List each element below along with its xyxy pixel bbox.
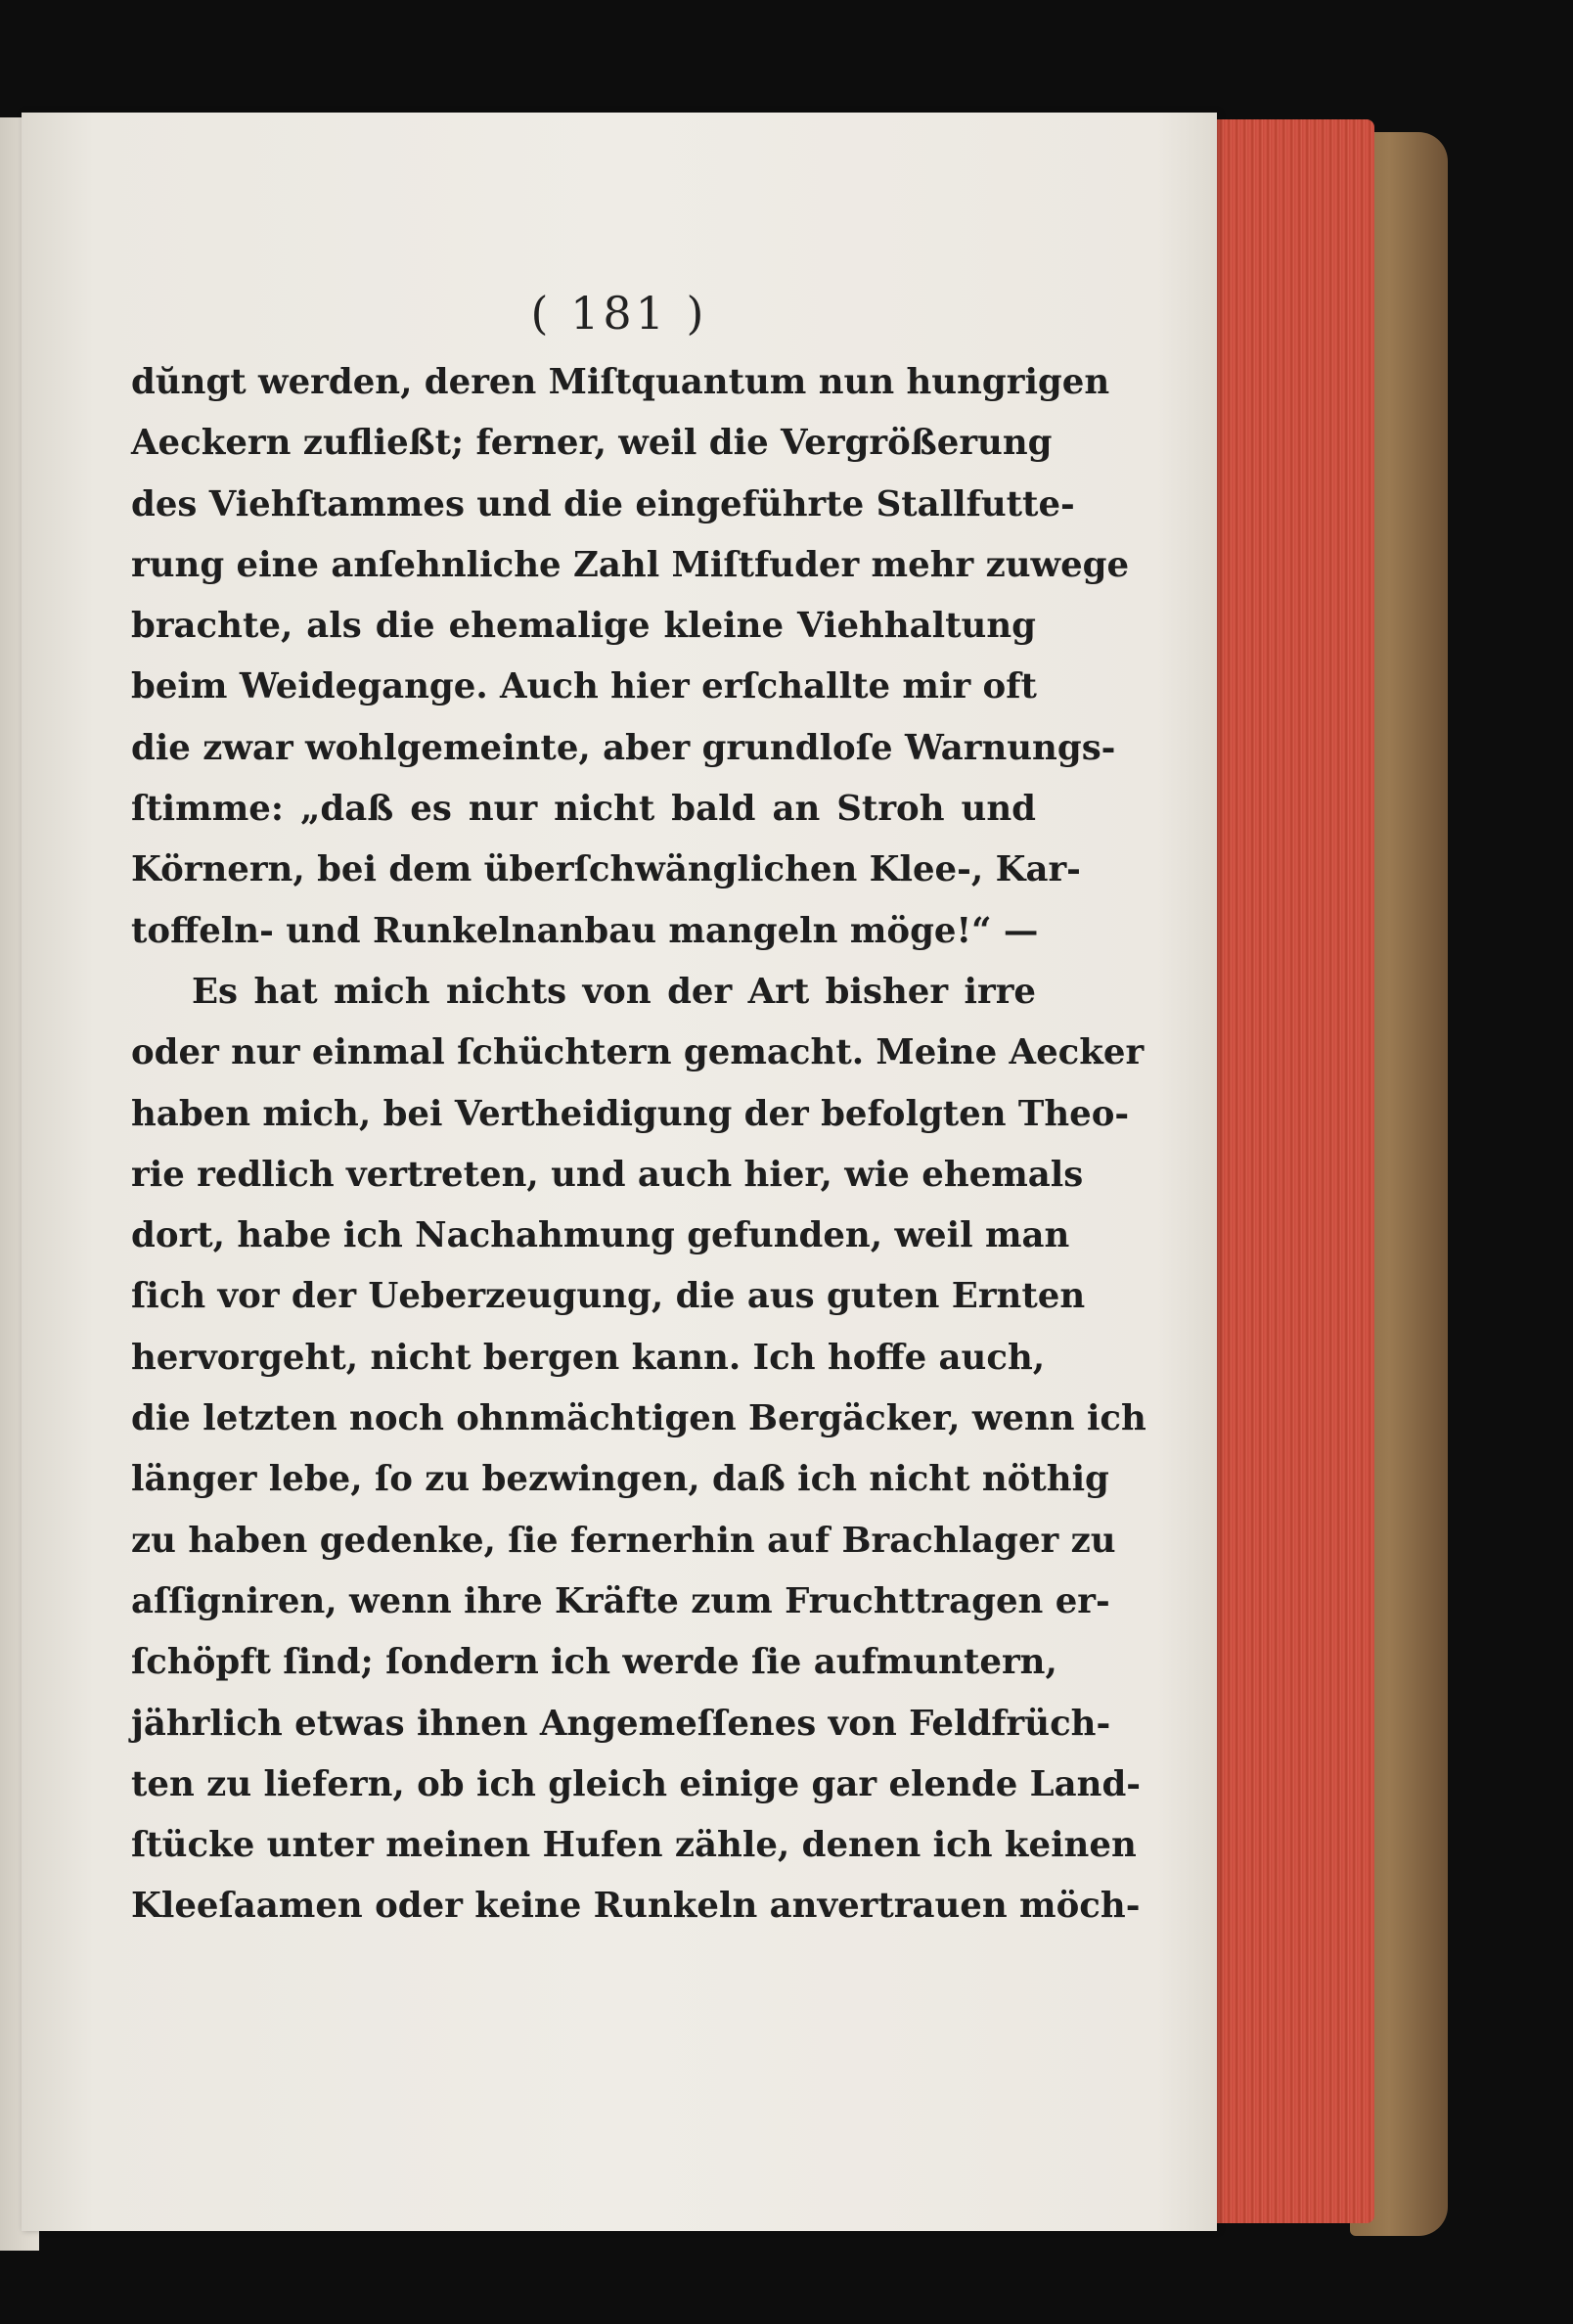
text-line: die zwar wohlgemeinte, aber grundloſe Warnungs- xyxy=(131,727,1116,768)
text-line: dort, habe ich Nachahmung gefunden, weil man xyxy=(131,1215,1070,1256)
page-number: ( 181 ) xyxy=(530,287,708,340)
text-line: Aeckern zufließt; ferner, weil die Vergrößerung xyxy=(131,423,1053,464)
text-line: dŭngt werden, deren Miſtquantum nun hungrigen xyxy=(131,362,1110,402)
text-line: ſtimme: „daß es nur nicht bald an Stroh und xyxy=(131,789,1036,830)
text-line: oder nur einmal ſchüchtern gemacht. Meine Aecker xyxy=(131,1032,1145,1073)
text-line: länger lebe, ſo zu bezwingen, daß ich nicht nöthig xyxy=(131,1459,1109,1500)
page-block-red-edge xyxy=(1208,119,1374,2223)
text-line: toffeln- und Runkelnanbau mangeln möge!“ — xyxy=(131,910,1039,951)
text-line: zu haben gedenke, ſie fernerhin auf Brachlager zu xyxy=(131,1520,1116,1561)
text-line: rie redlich vertreten, und auch hier, wie ehemals xyxy=(131,1154,1084,1195)
text-line: des Viehſtammes und die eingeführte Stallfutte- xyxy=(131,483,1075,524)
text-line: rung eine anſehnliche Zahl Miſtfuder mehr zuwege xyxy=(131,544,1130,585)
text-line: brachte, als die ehemalige kleine Viehhaltung xyxy=(131,606,1036,647)
body-text xyxy=(131,352,1146,1937)
text-line: ſich vor der Ueberzeugung, die aus guten Ernten xyxy=(131,1276,1086,1317)
text-line: ten zu liefern, ob ich gleich einige gar elende Land- xyxy=(131,1763,1142,1804)
text-line: die letzten noch ohnmächtigen Bergäcker, wenn ich xyxy=(131,1398,1146,1439)
book-page xyxy=(22,113,1217,2231)
text-line: Körnern, bei dem überſchwänglichen Klee-, Kar- xyxy=(131,849,1081,890)
text-line: Kleeſaamen oder keine Runkeln anvertrauen möch- xyxy=(131,1886,1141,1927)
text-line: haben mich, bei Vertheidigung der befolgten Theo- xyxy=(131,1093,1130,1134)
text-line: hervorgeht, nicht bergen kann. Ich hoffe auch, xyxy=(131,1337,1046,1378)
text-line: jährlich etwas ihnen Angemeſſenes von Feldfrüch- xyxy=(131,1703,1111,1744)
text-line: ſchöpft ſind; ſondern ich werde ſie aufmuntern, xyxy=(131,1642,1057,1683)
text-line: beim Weidegange. Auch hier erſchallte mir oft xyxy=(131,666,1037,707)
paragraph-start-line: Es hat mich nichts von der Art bisher irre xyxy=(192,971,1036,1012)
text-line: aſſigniren, wenn ihre Kräfte zum Fruchttragen er- xyxy=(131,1580,1110,1621)
text-line: ſtücke unter meinen Hufen zähle, denen ich keinen xyxy=(131,1825,1137,1866)
